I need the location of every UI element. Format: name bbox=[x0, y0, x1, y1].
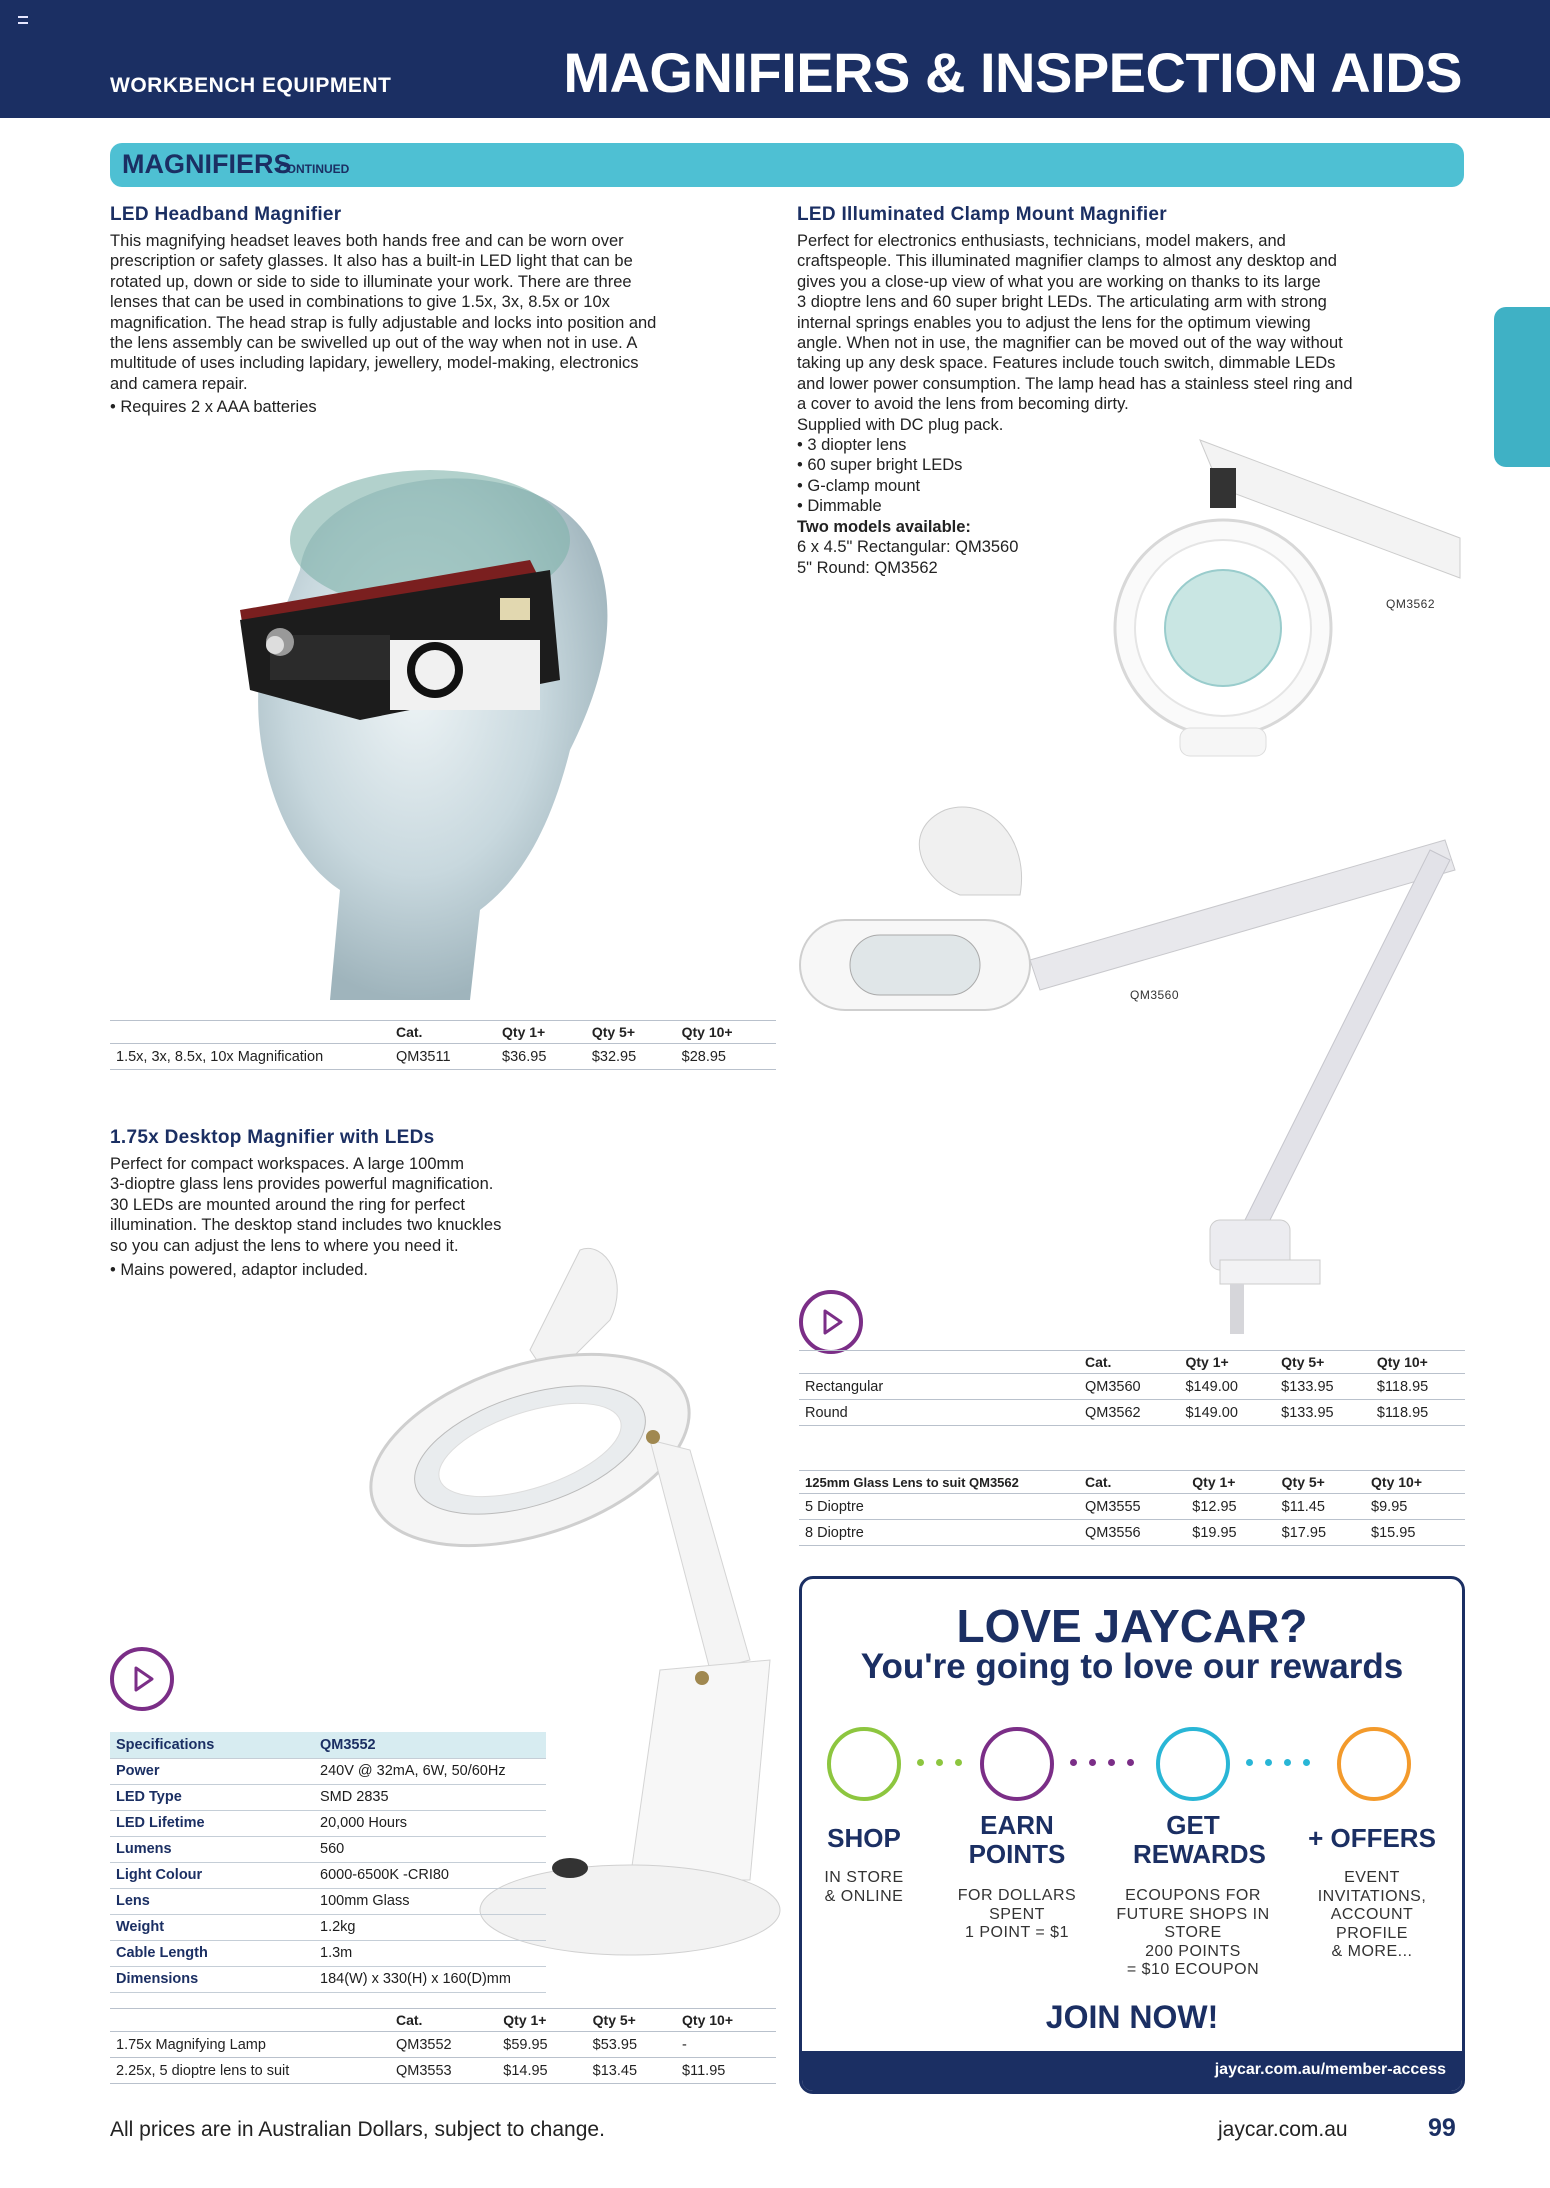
column-header: Qty 10+ bbox=[1371, 1351, 1465, 1374]
desc-line: STORE bbox=[1164, 1924, 1222, 1941]
shop-column bbox=[799, 1824, 939, 1906]
spec-header: Specifications bbox=[110, 1732, 314, 1758]
cell: $14.95 bbox=[497, 2058, 586, 2084]
cell: $36.95 bbox=[496, 1044, 586, 1070]
cell: $15.95 bbox=[1365, 1520, 1465, 1546]
column-header bbox=[110, 1021, 390, 1044]
cell: $133.95 bbox=[1275, 1374, 1371, 1400]
lens-price-table bbox=[799, 1470, 1465, 1546]
caption-qm3560: QM3560 bbox=[1130, 988, 1180, 1002]
text-line: and camera repair. bbox=[110, 374, 248, 393]
spec-row bbox=[110, 1836, 546, 1862]
spec-header: QM3552 bbox=[314, 1732, 546, 1758]
table-row bbox=[799, 1494, 1465, 1520]
cell: QM3553 bbox=[390, 2058, 497, 2084]
bullet-item: • Dimmable bbox=[797, 497, 882, 516]
earn-circle-icon bbox=[980, 1727, 1054, 1801]
text-line: magnification. The head strap is fully adjustable and locks into position and bbox=[110, 313, 657, 332]
desc-line: 200 POINTS bbox=[1145, 1942, 1241, 1960]
text-line: so you can adjust the lens to where you need it. bbox=[110, 1236, 459, 1255]
headband-price-table bbox=[110, 1020, 776, 1070]
text-line: rotated up, down or side to side to illuminate your work. There are three bbox=[110, 272, 632, 291]
cell: QM3562 bbox=[1079, 1400, 1179, 1426]
text-line: a cover to avoid the lens from becoming dirty. bbox=[797, 395, 1129, 414]
menu-icon[interactable] bbox=[18, 16, 28, 24]
column-header: Qty 5+ bbox=[1276, 1471, 1365, 1494]
desc-line: IN STORE bbox=[824, 1869, 904, 1886]
spec-key: Power bbox=[110, 1758, 314, 1784]
desc-line: INVITATIONS, bbox=[1317, 1887, 1427, 1905]
text-line: Perfect for compact workspaces. A large 100mm bbox=[110, 1155, 464, 1173]
desc-line: & MORE... bbox=[1331, 1943, 1413, 1960]
column-header: Cat. bbox=[1079, 1471, 1186, 1494]
desc-line: SPENT bbox=[989, 1905, 1045, 1923]
cell: $53.95 bbox=[587, 2032, 676, 2058]
ad-headline: LOVE JAYCAR? bbox=[956, 1600, 1308, 1652]
clamp-title: LED Illuminated Clamp Mount Magnifier bbox=[797, 204, 1167, 225]
cell: 8 Dioptre bbox=[799, 1520, 1079, 1546]
desc-line: PROFILE bbox=[1336, 1924, 1408, 1942]
cell: $13.45 bbox=[587, 2058, 676, 2084]
column-title: + OFFERS bbox=[1308, 1823, 1436, 1853]
table-row bbox=[110, 2058, 776, 2084]
cell: - bbox=[676, 2032, 776, 2058]
table-row bbox=[799, 1400, 1465, 1426]
spec-value: 240V @ 32mA, 6W, 50/60Hz bbox=[314, 1758, 546, 1784]
headband-magnifier-image bbox=[230, 450, 790, 1010]
cell: $17.95 bbox=[1276, 1520, 1365, 1546]
text-line: the lens assembly can be swivelled up out of the way when not in use. A bbox=[110, 334, 638, 353]
spec-value: 20,000 Hours bbox=[314, 1810, 546, 1836]
column-header: 125mm Glass Lens to suit QM3562 bbox=[799, 1471, 1079, 1494]
cell: $9.95 bbox=[1365, 1494, 1465, 1520]
column-header bbox=[110, 2009, 390, 2032]
cell: $32.95 bbox=[586, 1044, 676, 1070]
category-continued: CONTINUED bbox=[278, 162, 350, 176]
spec-key: Lens bbox=[110, 1888, 314, 1914]
column-header: Qty 10+ bbox=[676, 1021, 776, 1044]
cell: QM3556 bbox=[1079, 1520, 1186, 1546]
category-banner bbox=[110, 143, 1464, 187]
cell: $12.95 bbox=[1186, 1494, 1275, 1520]
desc-line: FOR DOLLARS bbox=[957, 1887, 1077, 1904]
column-header: Cat. bbox=[1079, 1351, 1179, 1374]
desktop-price-table bbox=[110, 2008, 776, 2084]
join-now-button[interactable]: JOIN NOW! bbox=[1045, 1999, 1219, 2035]
text-line: angle. When not in use, the magnifier can be moved out of the way without bbox=[797, 334, 1343, 353]
spec-row bbox=[110, 1810, 546, 1836]
desc-line: FUTURE SHOPS IN bbox=[1116, 1905, 1270, 1923]
cell: $11.45 bbox=[1276, 1494, 1365, 1520]
spec-header-row bbox=[110, 1732, 546, 1758]
spec-value: 6000-6500K -CRI80 bbox=[314, 1862, 546, 1888]
table-row bbox=[799, 1374, 1465, 1400]
spec-key: Weight bbox=[110, 1914, 314, 1940]
price-note: All prices are in Australian Dollars, subject to change. bbox=[110, 2118, 605, 2141]
desc-line: ECOUPONS FOR bbox=[1125, 1887, 1261, 1904]
member-access-link[interactable]: jaycar.com.au/member-access bbox=[1214, 2061, 1446, 2078]
page-title: MAGNIFIERS & INSPECTION AIDS bbox=[563, 41, 1462, 104]
headband-bullet: • Requires 2 x AAA batteries bbox=[110, 398, 317, 416]
column-header: Qty 10+ bbox=[676, 2009, 776, 2032]
spec-key: LED Lifetime bbox=[110, 1810, 314, 1836]
desktop-title: 1.75x Desktop Magnifier with LEDs bbox=[110, 1127, 435, 1148]
video-play-icon[interactable] bbox=[110, 1647, 174, 1711]
spec-value: 1.3m bbox=[314, 1940, 546, 1966]
text-line: illumination. The desktop stand includes two knuckles bbox=[110, 1216, 502, 1235]
text-line: lenses that can be used in combinations to give 1.5x, 3x, 8.5x or 10x bbox=[110, 293, 610, 312]
text-line: and lower power consumption. The lamp head has a stainless steel ring and bbox=[797, 374, 1353, 393]
page-number: 99 bbox=[1428, 2114, 1456, 2142]
cell: QM3552 bbox=[390, 2032, 497, 2058]
table-row bbox=[110, 1044, 776, 1070]
cell: $19.95 bbox=[1186, 1520, 1275, 1546]
spec-value: 100mm Glass bbox=[314, 1888, 546, 1914]
shop-circle-icon bbox=[827, 1727, 901, 1801]
text-line: Supplied with DC plug pack. bbox=[797, 415, 1004, 434]
ad-subhead: You're going to love our rewards bbox=[860, 1647, 1404, 1686]
dots-divider bbox=[917, 1759, 962, 1767]
cell: $133.95 bbox=[1275, 1400, 1371, 1426]
text-line: taking up any desk space. Features include touch switch, dimmable LEDs bbox=[797, 354, 1336, 373]
headband-title: LED Headband Magnifier bbox=[110, 204, 342, 225]
text-line: prescription or safety glasses. It also has a built-in LED light that can be bbox=[110, 252, 633, 271]
cell: $118.95 bbox=[1371, 1374, 1465, 1400]
caption-qm3562: QM3562 bbox=[1386, 597, 1436, 611]
column-desc bbox=[799, 1869, 939, 1906]
cell: $149.00 bbox=[1179, 1400, 1275, 1426]
section-label: WORKBENCH EQUIPMENT bbox=[110, 74, 392, 97]
spec-key: Cable Length bbox=[110, 1940, 314, 1966]
spec-row bbox=[110, 1758, 546, 1784]
spec-value: 184(W) x 330(H) x 160(D)mm bbox=[314, 1966, 546, 1992]
spec-value: 1.2kg bbox=[314, 1914, 546, 1940]
cell: Round bbox=[799, 1400, 1079, 1426]
column-header: Qty 1+ bbox=[497, 2009, 586, 2032]
rewards-column bbox=[1108, 1811, 1278, 1980]
cell: 2.25x, 5 dioptre lens to suit bbox=[110, 2058, 390, 2084]
column-title: SHOP bbox=[827, 1823, 901, 1853]
text-line: gives you a close-up view of what you are working on thanks to its large bbox=[797, 272, 1321, 291]
cell: 5 Dioptre bbox=[799, 1494, 1079, 1520]
column-header: Cat. bbox=[390, 1021, 496, 1044]
spec-key: LED Type bbox=[110, 1784, 314, 1810]
cell: $118.95 bbox=[1371, 1400, 1465, 1426]
cell: $28.95 bbox=[676, 1044, 776, 1070]
spec-value: 560 bbox=[314, 1836, 546, 1862]
cell: 1.75x Magnifying Lamp bbox=[110, 2032, 390, 2058]
column-header: Cat. bbox=[390, 2009, 497, 2032]
text-line: 3 dioptre lens and 60 super bright LEDs. The articulating arm with strong bbox=[797, 293, 1327, 312]
column-title: EARN POINTS bbox=[968, 1810, 1066, 1869]
cell: $59.95 bbox=[497, 2032, 586, 2058]
column-header: Qty 5+ bbox=[586, 1021, 676, 1044]
earn-column bbox=[942, 1811, 1092, 1943]
spec-key: Dimensions bbox=[110, 1966, 314, 1992]
offers-column bbox=[1297, 1824, 1447, 1962]
specifications-table bbox=[110, 1732, 546, 1993]
models-label: Two models available: bbox=[797, 517, 971, 536]
text-line: 3-dioptre glass lens provides powerful magnification. bbox=[110, 1175, 494, 1194]
spec-row bbox=[110, 1940, 546, 1966]
page-header bbox=[0, 0, 1550, 118]
model-item: 5" Round: QM3562 bbox=[797, 558, 938, 577]
dots-divider bbox=[1070, 1759, 1134, 1767]
text-line: multitude of uses including lapidary, jewellery, model-making, electronics bbox=[110, 354, 639, 373]
spec-row bbox=[110, 1966, 546, 1992]
video-play-icon[interactable] bbox=[799, 1290, 863, 1354]
site-link[interactable]: jaycar.com.au bbox=[1218, 2118, 1348, 2141]
spec-row bbox=[110, 1888, 546, 1914]
cell: QM3555 bbox=[1079, 1494, 1186, 1520]
text-line: Perfect for electronics enthusiasts, technicians, model makers, and bbox=[797, 232, 1286, 250]
column-desc bbox=[1108, 1887, 1278, 1980]
column-header: Qty 1+ bbox=[1179, 1351, 1275, 1374]
text-line: This magnifying headset leaves both hands free and can be worn over bbox=[110, 232, 624, 250]
ad-footer bbox=[802, 2051, 1462, 2091]
column-title: GET REWARDS bbox=[1133, 1810, 1266, 1869]
bullet-item: • 3 diopter lens bbox=[797, 436, 907, 455]
cell: QM3560 bbox=[1079, 1374, 1179, 1400]
column-header: Qty 10+ bbox=[1365, 1471, 1465, 1494]
column-header bbox=[799, 1351, 1079, 1374]
spec-row bbox=[110, 1862, 546, 1888]
cell: QM3511 bbox=[390, 1044, 496, 1070]
spec-key: Lumens bbox=[110, 1836, 314, 1862]
desc-line: ACCOUNT bbox=[1330, 1906, 1414, 1923]
bullet-item: • G-clamp mount bbox=[797, 476, 921, 495]
column-header: Qty 1+ bbox=[496, 1021, 586, 1044]
bullet-item: • 60 super bright LEDs bbox=[797, 456, 963, 475]
cell: $149.00 bbox=[1179, 1374, 1275, 1400]
column-header: Qty 5+ bbox=[1275, 1351, 1371, 1374]
desc-line: & ONLINE bbox=[824, 1887, 904, 1905]
rewards-circle-icon bbox=[1156, 1727, 1230, 1801]
spec-key: Light Colour bbox=[110, 1862, 314, 1888]
column-desc bbox=[1297, 1869, 1447, 1962]
text-line: internal springs enables you to adjust the lens for the optimum viewing bbox=[797, 313, 1311, 332]
desktop-bullet: • Mains powered, adaptor included. bbox=[110, 1261, 369, 1279]
rectangular-magnifier-image bbox=[790, 800, 1470, 1340]
model-item: 6 x 4.5" Rectangular: QM3560 bbox=[797, 538, 1019, 557]
clamp-price-table bbox=[799, 1350, 1465, 1426]
cell: Rectangular bbox=[799, 1374, 1079, 1400]
spec-row bbox=[110, 1784, 546, 1810]
text-line: 30 LEDs are mounted around the ring for perfect bbox=[110, 1195, 465, 1214]
dots-divider bbox=[1246, 1759, 1310, 1767]
table-row bbox=[799, 1520, 1465, 1546]
offers-circle-icon bbox=[1337, 1727, 1411, 1801]
desc-line: EVENT bbox=[1344, 1869, 1400, 1886]
cell: 1.5x, 3x, 8.5x, 10x Magnification bbox=[110, 1044, 390, 1070]
category-title: MAGNIFIERS bbox=[122, 149, 292, 179]
spec-row bbox=[110, 1914, 546, 1940]
side-index-tab[interactable] bbox=[1494, 307, 1550, 467]
desc-line: = $10 ECOUPON bbox=[1126, 1961, 1260, 1978]
column-header: Qty 1+ bbox=[1186, 1471, 1275, 1494]
cell: $11.95 bbox=[676, 2058, 776, 2084]
spec-value: SMD 2835 bbox=[314, 1784, 546, 1810]
column-desc bbox=[942, 1887, 1092, 1943]
rewards-advert[interactable] bbox=[799, 1576, 1465, 2094]
text-line: craftspeople. This illuminated magnifier clamps to almost any desktop and bbox=[797, 252, 1337, 271]
column-header: Qty 5+ bbox=[587, 2009, 676, 2032]
table-row bbox=[110, 2032, 776, 2058]
headband-description bbox=[110, 231, 770, 394]
desc-line: 1 POINT = $1 bbox=[965, 1924, 1069, 1941]
